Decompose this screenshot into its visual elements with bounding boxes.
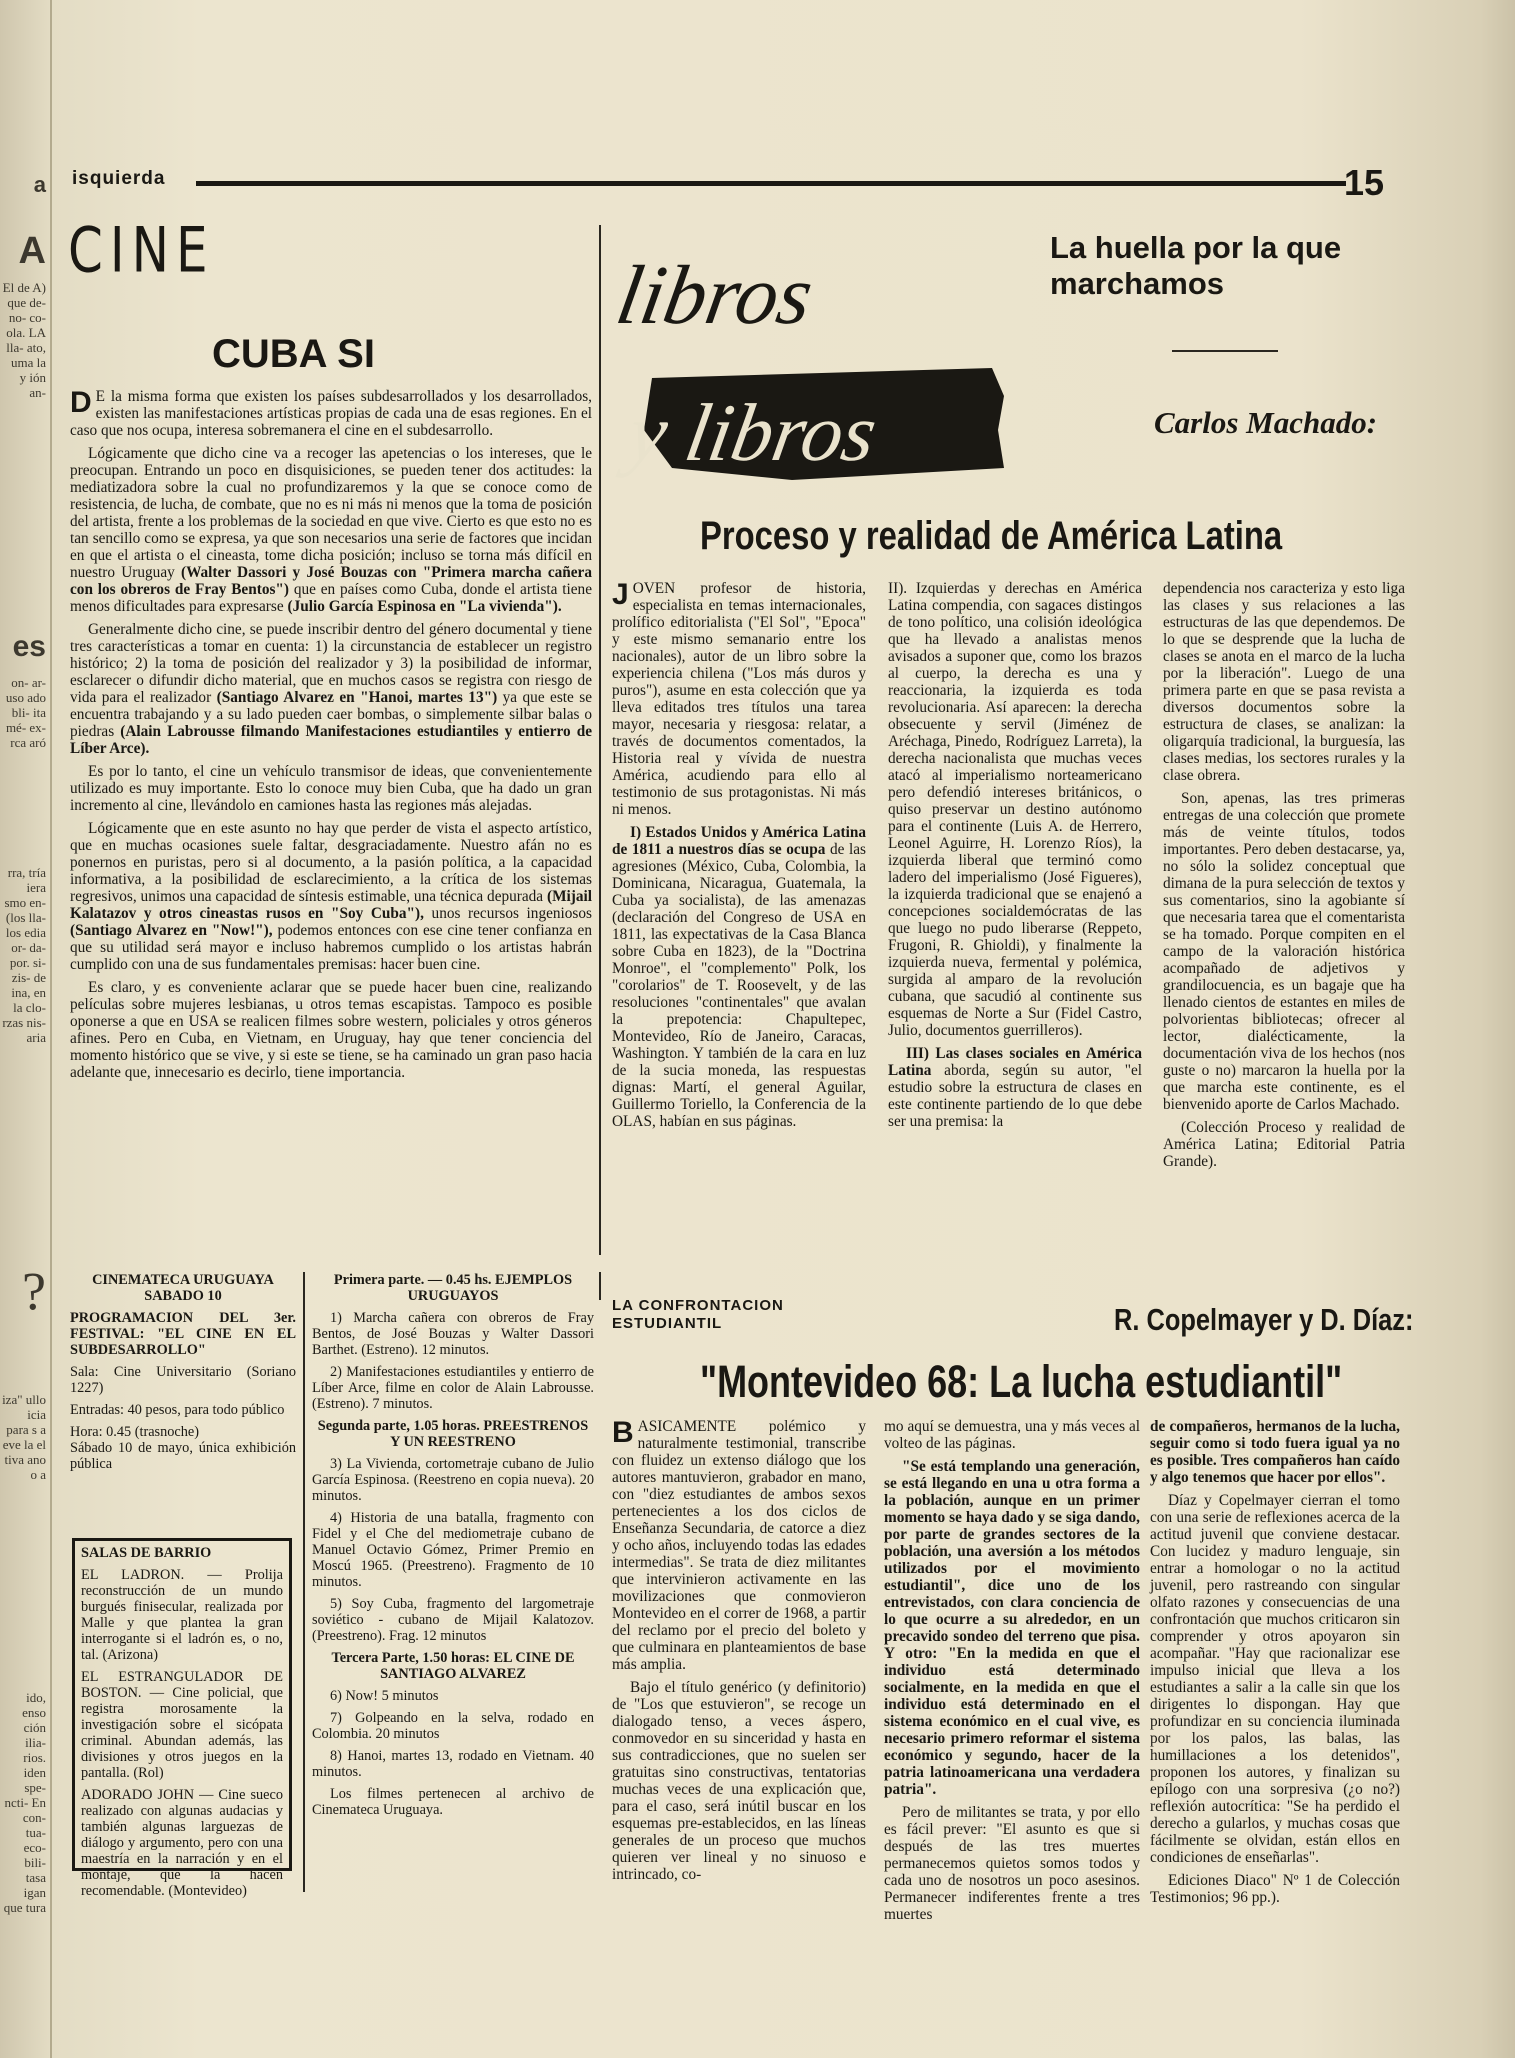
- book-title: I) Estados Unidos y América Latina de 1811 a nuestros días se ocupa: [612, 824, 866, 858]
- article-paragraph: ya que este se encuentra trabajando y a su lado pueden caer bombas, o simplemente silbar balas o piedras: [70, 689, 593, 740]
- libros-section-logo: [610, 218, 1012, 488]
- edge-text: iza" ullo icia para s a eve la el tiva ano o a: [2, 1392, 46, 1482]
- edge-text: es: [12, 630, 46, 663]
- logo-text: y libros: [622, 386, 884, 478]
- cine-article: [70, 388, 592, 1087]
- film-reference: (Walter Dassori y José Bouzas con "Primera marcha cañera con los obreros de Fray Bentos"): [70, 564, 592, 598]
- column-divider: [599, 1272, 601, 1300]
- estudiantil-authors: R. Copelmayer y D. Díaz:: [1114, 1302, 1414, 1337]
- estudiantil-label: LA CONFRONTACION ESTUDIANTIL: [612, 1297, 784, 1332]
- page-number: 15: [1344, 162, 1385, 203]
- interview-quote: de compañeros, hermanos de la lucha, seguir como si todo fuera igual ya no es posible. Tres compañeros han caído y algo tenemos que hacer por ellos".: [1150, 1418, 1400, 1486]
- program-part: Primera parte. — 0.45 hs. EJEMPLOS URUGUAYOS: [333, 1272, 573, 1304]
- article-paragraph: Pero de militantes se trata, y por ello es fácil prever: "El asunto es que si después de las tres muertes permanecemos quietos somos todos y cada uno de nosotros un poco asesinos. Permanecer indiferentes frente a tres muertes: [884, 1804, 1140, 1923]
- article-paragraph: Díaz y Copelmayer cierran el tomo con una serie de reflexiones acerca de la actitud juvenil que conviene destacar. Con lucidez y maduro lenguaje, sin entrar a homologar o no la actitud juvenil, pero rastreando con singular olfato razones y consecuencias de una confrontación que muchos criticaron sin comprender y otros apoyaron sin acompañar. "Hay que racionalizar ese impulso inicial que lleva a los estudiantes a salir a la calle sin que los dirigentes lo dispongan. Hay que profundizar en su conciencia iluminada por los palos, las balas, las humillaciones a los detenidos", proponen los autores, y finalizan su epílogo con una sorpresiva (¿o no?) reflexión autocrítica: "Se ha perdido el derecho a gularlos, y muchas cosas que fácilmente se olvidan, están ellos en condiciones de enseñarlas".: [1150, 1492, 1400, 1866]
- salas-de-barrio-box: [72, 1538, 292, 1899]
- logo-text: libros: [610, 249, 820, 342]
- column-divider: [303, 1272, 305, 1892]
- article-paragraph: II). Izquierdas y derechas en América Latina compendia, con sagaces distingos de tono político, una colisión ideológica que ha llevado a analistas menos avisados a suponer que, como los brazos al cuerpo, la derecha es una y reaccionaria, la izquierda es toda revolucionaria. Así aparecen: la derecha obsecuente y servil (Jiménez de Aréchaga, Pinedo, Rodríguez Larreta), la derecha nacionalista que muchas veces atacó al imperialismo norteamericano pero defendió intereses británicos, o quiso preservar un destino autónomo para el continente (Luis A. de Herrero, Leonel Aguirre, H. Lorenzo Ríos), la izquierda liberal que terminó como ladero del imperialismo (José Figueres), la izquierda tradicional que se enajenó a concepciones socialdemócratas de las que luego no pudo liberarse (Reppeto, Frugoni, R. Ghioldi), y finalmente la izquierda nueva, fermental y polémica, surgida al amparo de la revolución cubana, que sacudió al continente sus esquemas de Norte a Sur (Fidel Castro, Julio, documentos guerrilleros).: [888, 580, 1142, 1039]
- cinemateca-title: CINEMATECA URUGUAYA SABADO 10: [92, 1272, 274, 1304]
- article-paragraph: de las agresiones (México, Cuba, Colombia, la Dominicana, Nicaragua, Guatemala, la Cuba ya socialista), de las amenazas (declaración del Congreso de USA en 1811, las expectativas de la Casa Blanca sobre Cuba en 1823), de la "Doctrina Monroe", el "complemento" Polk, los "corolarios" de T. Roosevelt, y de las resoluciones "continentales" que avalan la prepotencia: Chapultepec, Montevideo, Río de Janeiro, Caracas, Washington. Y también de la cara en luz de la sucia moneda, las respuestas dignas: Martí, el general Aguilar, Guillermo Toriello, la Conferencia de la OLAS, habían en sus páginas.: [612, 841, 867, 1130]
- program-item: 5) Soy Cuba, fragmento del largometraje soviético - cubano de Mijail Kalatozov. (Preestreno). Frag. 12 minutos: [312, 1596, 594, 1644]
- article-paragraph: E la misma forma que existen los países subdesarrollados y los desarrollados, existen las manifestaciones artísticas propias de cada una de esas regiones. En el caso que nos ocupa, interesa sobremanera el cine en el subdesarrollo.: [70, 388, 592, 439]
- estudiantil-headline: "Montevideo 68: La lucha estudiantil": [700, 1356, 1343, 1407]
- article-paragraph: ASICAMENTE polémico y naturalmente testimonial, transcribe con fluidez un extenso diálogo que los autores mantuvieron, grabador en mano, con "diez estudiantes de ambos sexos pertenecientes a los dos ciclos de Enseñanza Secundaria, de catorce a diez y ocho años, incluyendo todas las edades intermedias". Se trata de diez militantes que intervinieron activamente en las movilizaciones que conmovieron Montevideo en el correr de 1968, a partir del reclamo por el precio del boleto y que culminara en planteamientos de base más amplia.: [612, 1418, 866, 1673]
- program-item: 7) Golpeando en la selva, rodado en Colombia. 20 minutos: [312, 1710, 594, 1742]
- edge-text: a: [33, 172, 46, 197]
- edge-text: El de A) que de- no- co- ola. LA lla- ato, uma la y ión an-: [2, 280, 46, 400]
- article-paragraph: Lógicamente que dicho cine va a recoger las apetencias o los intereses, que le preocupan. Entrando un poco en disquisiciones, se pueden tener dos actitudes: la mediatizadora sobre la cual no profundizaremos y la que se conoce como de resistencia, de lucha, de combate, que no es ni más ni menos que la toma de posición del artista, frente a los problemas de la sociedad en que vive. Cierto es que esto no es tan sencillo como se expresa, ya que son necesarios una serie de factores que incidan en que el artista o el cineasta, tome dicha posición; incluso se torna más difícil en nuestro Uruguay: [70, 445, 592, 581]
- libros-column-2: [888, 580, 1142, 1136]
- program-item: 3) La Vivienda, cortometraje cubano de Julio García Espinosa. (Reestreno en copia nueva). 20 minutos.: [312, 1456, 594, 1504]
- libros-column-1: [612, 580, 866, 1136]
- masthead-rule: [196, 181, 1346, 186]
- film-reference: (Mijail Kalatazov y otros cineastas rusos en "Soy Cuba"),: [70, 888, 593, 922]
- program-price: Entradas: 40 pesos, para todo público: [70, 1402, 285, 1418]
- film-reference: (Julio García Espinosa en "La vivienda").: [287, 598, 562, 615]
- drop-cap: D: [70, 386, 92, 419]
- edge-text: rra, tría iera smo en- (los lla- los edia or- da- por. si- zis- de ina, en la clo- rzas nis- aria: [2, 865, 46, 1045]
- edge-text: on- ar- uso ado bli- ita mé- ex- rca aró: [5, 675, 46, 750]
- edge-text: A: [18, 230, 46, 272]
- article-paragraph: Es claro, y es conveniente aclarar que se puede hacer buen cine, realizando películas sobre mujeres lesbianas, u otros temas escapistas. Tampoco es posible oponerse a que en USA se realicen filmes sobre western, policiales y otros géneros afines. Pero en Cuba, en Vietnam, en Uruguay, hay que tener conciencia del momento histórico que se vive, y si este se tiene, se ha caminado un gran paso hacia adelante que, innecesario es decirlo, tiene importancia.: [70, 979, 592, 1081]
- cinemateca-program-right: [312, 1272, 594, 1824]
- program-item: 1) Marcha cañera con obreros de Fray Bentos, de José Bouzas y Walter Dassori Barthet. (Estreno). 12 minutos.: [312, 1310, 594, 1358]
- article-paragraph: dependencia nos caracteriza y esto liga las clases y sus relaciones a las estructuras de las que dependemos. De lo que se desprende que la lucha de clases se anota en el marco de la lucha por la liberación". Luego de una primera parte en que se pasa revista a diversos documentos sobre la estructura de clases, se analizan: la oligarquía tradicional, la burguesía, las clases medias, los sectores rurales y la clase obrera.: [1163, 580, 1405, 784]
- program-time: Hora: 0.45 (trasnoche): [70, 1424, 200, 1440]
- article-paragraph: unos recursos ingeniosos: [431, 905, 592, 922]
- libros-author: Carlos Machado:: [1154, 405, 1378, 440]
- libros-column-3: [1163, 580, 1405, 1176]
- program-title: PROGRAMACION DEL 3er. FESTIVAL: "EL CINE EN EL SUBDESARROLLO": [70, 1310, 296, 1358]
- article-paragraph: OVEN profesor de historia, especialista en temas internacionales, prolífico editorialista ("El Sol", "Epoca" y este mismo semanario entre los nacionales), autor de un libro sobre la experiencia chilena ("Los más duros y puros"), asume en esta colección que ya lleva editados tres títulos una tarea mayor, necesaria y riesgosa: relatar, a través de documentos comentados, la Historia real y vívida de nuestra América, acudiendo para ello al testimonio de sus protagonistas. Ni más ni menos.: [612, 580, 866, 818]
- film-reference: (Santiago Alvarez en "Hanoi, martes 13"): [216, 689, 498, 706]
- article-paragraph: aborda, según su autor, "el estudio sobre la estructura de clases en este continente partiendo de lo que debe ser una premisa: la: [888, 1062, 1142, 1130]
- program-item: 8) Hanoi, martes 13, rodado en Vietnam. 40 minutos.: [312, 1748, 594, 1780]
- box-title: SALAS DE BARRIO: [81, 1545, 212, 1561]
- libros-headline: Proceso y realidad de América Latina: [700, 514, 1283, 558]
- libros-kicker: La huella por la que marchamos: [1050, 230, 1342, 301]
- book-title: III) Las clases sociales en América Latina: [888, 1045, 1142, 1079]
- program-date: Sábado 10 de mayo, única exhibición pública: [70, 1440, 296, 1472]
- cine-headline: CUBA SI: [212, 332, 375, 376]
- program-item: 4) Historia de una batalla, fragmento con Fidel y el Che del mediometraje cubano de Manuel Octavio Gómez, Primer Premio en Moscú 1965. (Preestreno). Fragmento de 10 minutos.: [312, 1510, 594, 1590]
- program-part: Tercera Parte, 1.50 horas: EL CINE DE SANTIAGO ALVAREZ: [331, 1650, 575, 1682]
- estudiantil-column-3: [1150, 1418, 1400, 1912]
- program-venue: Sala: Cine Universitario (Soriano 1227): [70, 1364, 296, 1396]
- estudiantil-column-2: [884, 1418, 1140, 1929]
- program-item: 6) Now! 5 minutos: [330, 1688, 439, 1704]
- previous-page-edge: [0, 0, 52, 2058]
- film-review: EL LADRON. — Prolija reconstrucción de un mundo burgués finisecular, realizada por Malle y que plantea la gran interrogante si el ladrón es, o no, tal. (Arizona): [81, 1567, 283, 1663]
- article-paragraph: Bajo el título genérico (y definitorio) de "Los que estuvieron", se recoge un dialogado tenso, a veces áspero, conmovedor en su sinceridad y hasta en sus contradicciones, que no suelen ser gratuitas sino constructivas, tentatorias muchas veces de una explicación que, para el caso, será inútil buscar en los esquemas pre-establecidos, en las líneas generales de un proceso que muchos quieren ver lineal y no sinuoso e intrincado, co-: [612, 1679, 866, 1883]
- section-title-cine: CINE: [68, 214, 215, 287]
- program-note: Los filmes pertenecen al archivo de Cinemateca Uruguaya.: [312, 1786, 594, 1818]
- article-paragraph: Son, apenas, las tres primeras entregas de una colección que promete más de veinte títulos, todos importantes. Pero deben destacarse, ya, no sólo la solidez conceptual que dimana de la pura selección de textos y sus comentarios, sino la agobiante sí que necesaria tarea que el comentarista se ha tomado. Porque compiten en el campo de la valoración histórica acompañado de adjetivos y grandilocuencia, es un bagaje que ha llenado cientos de estantes en miles de polvorientas bibliotecas; ofrecer al lector, dialécticamente, la documentación viva de los hechos (nos guste o no) marcaron la huella por la que marcha este continente, es el bienvenido aporte de Carlos Machado.: [1163, 790, 1405, 1113]
- masthead: isquierda: [72, 168, 166, 189]
- article-paragraph: Lógicamente que en este asunto no hay que perder de vista el aspecto artístico, que en muchas ocasiones suele faltar, desgraciadamente. Nuestro afán no es ponernos en puristas, pero si al documento, a la pasión política, a la capacidad informativa, a la posibilidad de esclarecimiento, a la crítica de los sistemas regresivos, unimos una capacidad de síntesis estimable, una técnica depurada: [70, 820, 592, 905]
- drop-cap: B: [612, 1416, 634, 1449]
- edge-text: ido, enso ción ilia- rios. iden spe- ncti- En con- tua- eco- bili- tasa igan que tura: [3, 1690, 46, 1915]
- film-reference: (Santiago Alvarez en "Now!"),: [70, 922, 273, 939]
- film-review: EL ESTRANGULADOR DE BOSTON. — Cine policial, que registra morosamente la investigación sobre el sicópata criminal. Abundan además, las divisiones y otros juegos en la pantalla. (Rol): [81, 1669, 283, 1781]
- article-paragraph: podemos entonces con ese cine tener confianza en que su utilidad será mayor e incluso habremos cumplido o los artistas habrán cumplido con una de sus fundamentales premisas: hacer buen cine.: [70, 922, 592, 973]
- article-paragraph: mo aquí se demuestra, una y más veces al volteo de las páginas.: [884, 1418, 1140, 1452]
- article-paragraph: Ediciones Diaco" Nº 1 de Colección Testimonios; 96 pp.).: [1150, 1872, 1400, 1906]
- column-divider: [599, 225, 601, 1255]
- program-part: Segunda parte, 1.05 horas. PREESTRENOS Y UN REESTRENO: [317, 1418, 589, 1450]
- article-paragraph: (Colección Proceso y realidad de América Latina; Editorial Patria Grande).: [1163, 1119, 1405, 1170]
- article-paragraph: Es por lo tanto, el cine un vehículo transmisor de ideas, que convenientemente utilizado es muy importante. Esto lo conoce muy bien Cuba, que ha dado un gran incremento al cine, llevándolo en camiones hasta las regiones más alejadas.: [70, 763, 592, 814]
- article-paragraph: que en países como Cuba, donde el artista tiene menos dificultades para expresarse: [70, 581, 592, 615]
- film-review: ADORADO JOHN — Cine sueco realizado con algunas audacias y también algunas larguezas de diálogo y argumento, pero con una maestría en la narración y en el montaje, que la hacen recomendable. (Montevideo): [81, 1787, 283, 1899]
- estudiantil-column-1: [612, 1418, 866, 1889]
- kicker-divider: [1172, 350, 1278, 352]
- cinemateca-program-left: [70, 1272, 296, 1478]
- article-paragraph: Generalmente dicho cine, se puede inscribir dentro del género documental y tiene tres características a tomar en cuenta: 1) la circunstancia de establecer un registro histórico; 2) la toma de posición del realizador y 3) la posibilidad de informar, esclarecer o difundir dicho material, que en muchos casos se registra con riesgo de vida para el realizador: [70, 621, 592, 706]
- interview-quote: "Se está templando una generación, se está llegando en una u otra forma a la población, aunque en un primer momento se haya dado y se siga dando, por parte de grandes sectores de la población, una aversión a los métodos utilizados por el movimiento estudiantil", dice uno de los entrevistados, con clara conciencia de lo que ocurre a su alrededor, en un precavido sondeo del terreno que pisa. Y otro: "En la medida en que el individuo está determinado socialmente, en la medida en que el individuo está determinado en el sistema económico en el cual vive, es necesario primero reformar el sistema económico y segundo, hacer de la patria latinoamericana una verdadera patria".: [884, 1458, 1140, 1798]
- drop-cap: J: [612, 578, 629, 611]
- program-item: 2) Manifestaciones estudiantiles y entierro de Líber Arce, filme en color de Alain Labrousse. (Estreno). 7 minutos.: [312, 1364, 594, 1412]
- edge-text: ?: [22, 1261, 46, 1321]
- film-reference: (Alain Labrousse filmando Manifestaciones estudiantiles y entierro de Líber Arce).: [70, 723, 592, 757]
